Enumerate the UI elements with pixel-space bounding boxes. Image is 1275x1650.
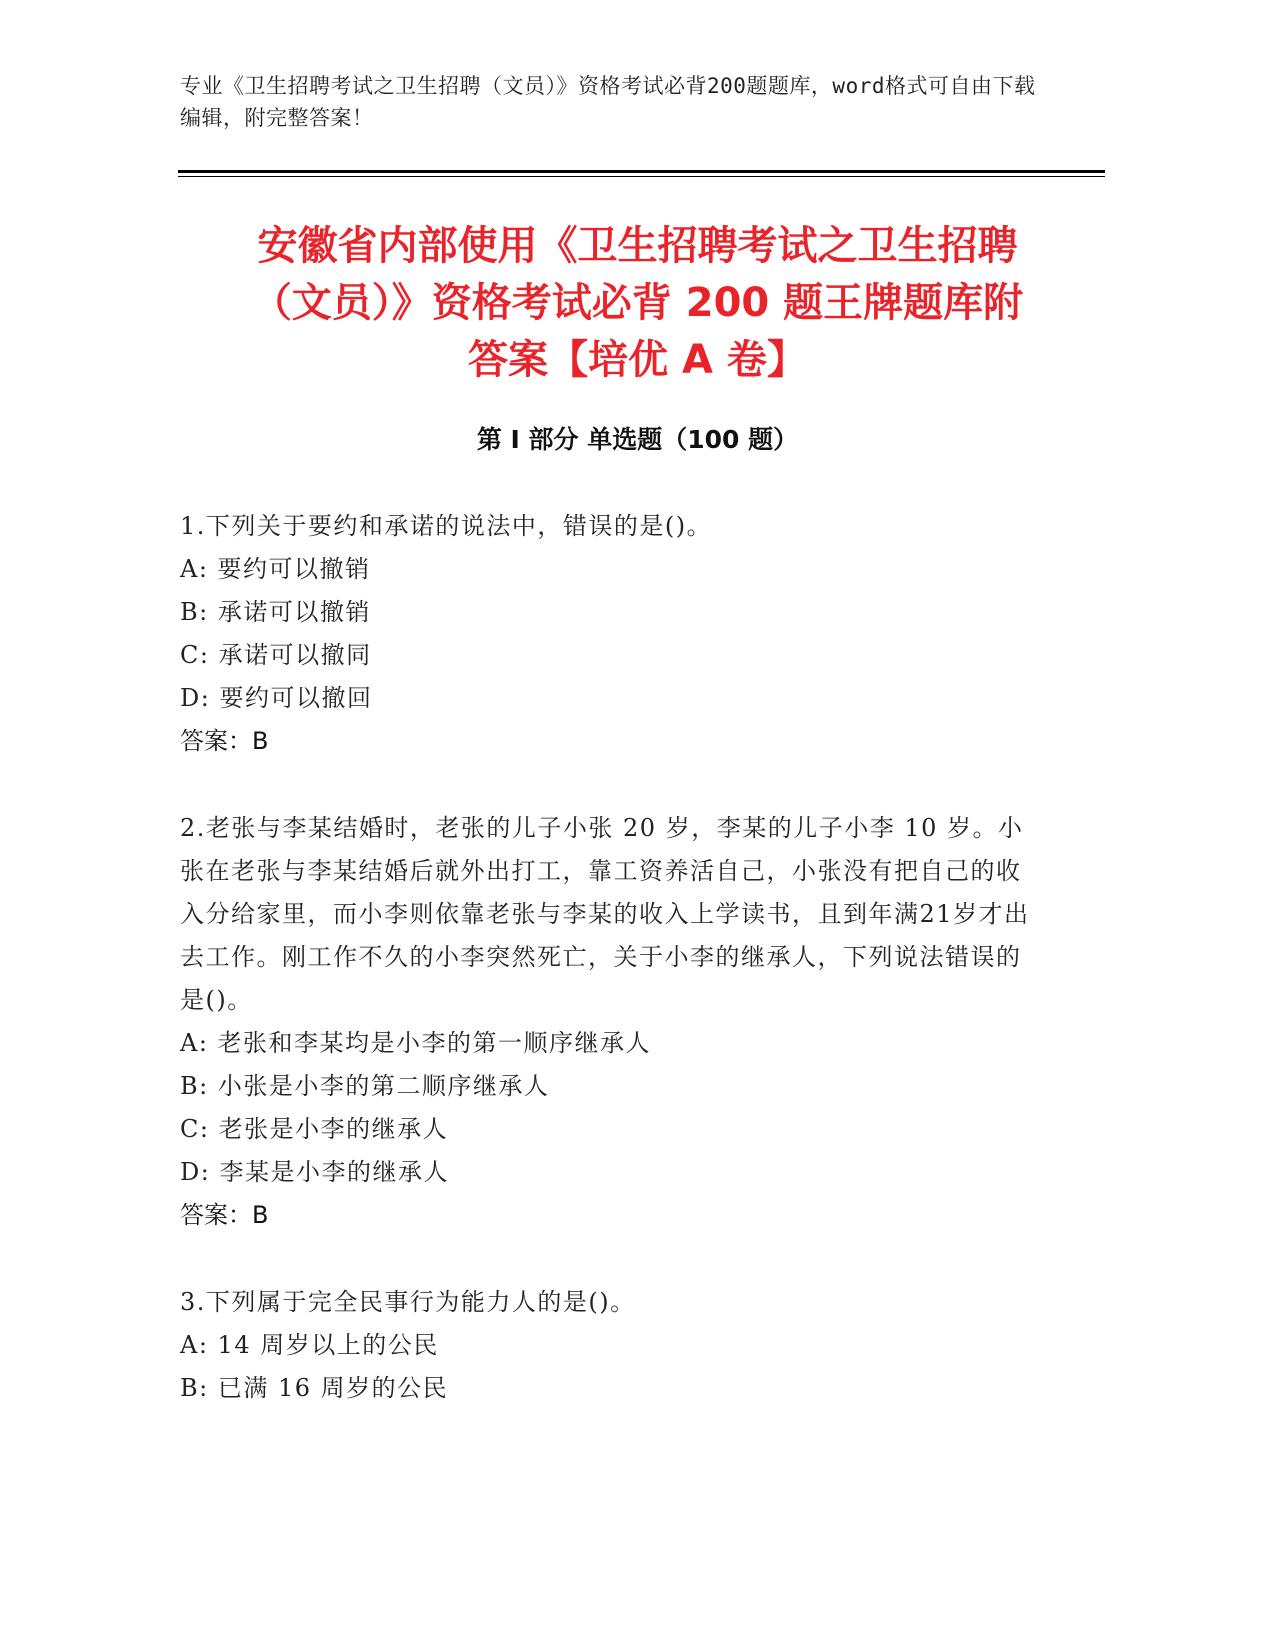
question-option: D: 要约可以撤回 — [180, 684, 373, 712]
question-item — [180, 807, 1040, 1237]
question-answer: 答案：B — [180, 727, 269, 755]
document-title-line: （文员）》资格考试必背 200 题王牌题库附 — [251, 280, 1024, 326]
question-item — [180, 505, 1040, 763]
question-option: A: 老张和李某均是小李的第一顺序继承人 — [180, 1029, 652, 1057]
question-option: B: 已满 16 周岁的公民 — [180, 1374, 449, 1402]
header-note: 专业《卫生招聘考试之卫生招聘（文员）》资格考试必背200题题库，word格式可自由下载编辑，附完整答案！ — [180, 74, 1036, 130]
question-option: A: 要约可以撤销 — [180, 555, 371, 583]
question-stem: 1.下列关于要约和承诺的说法中，错误的是()。 — [180, 512, 713, 540]
question-item — [180, 1281, 1040, 1410]
question-answer: 答案：B — [180, 1201, 269, 1229]
question-list — [180, 505, 1040, 1454]
question-option: C: 承诺可以撤同 — [180, 641, 372, 669]
section-title: 第 I 部分 单选题（100 题） — [476, 425, 799, 454]
question-stem: 3.下列属于完全民事行为能力人的是()。 — [180, 1288, 636, 1316]
document-title — [160, 218, 1115, 389]
question-option: B: 小张是小李的第二顺序继承人 — [180, 1072, 550, 1100]
question-option: C: 老张是小李的继承人 — [180, 1115, 449, 1143]
header-divider-thick — [178, 170, 1105, 173]
header-divider-thin — [178, 176, 1105, 177]
question-option: D: 李某是小李的继承人 — [180, 1158, 449, 1186]
document-title-line: 安徽省内部使用《卫生招聘考试之卫生招聘 — [257, 223, 1018, 269]
question-stem: 2.老张与李某结婚时，老张的儿子小张 20 岁，李某的儿子小李 10 岁。小张在老张与李某结婚后就外出打工，靠工资养活自己，小张没有把自己的收入分给家里，而小李则依靠老张与李某的收入上学读书，且到年满21岁才出去工作。刚工作不久的小李突然死亡，关于小李的继承人，下列说法错误的是()。 — [180, 814, 1030, 1014]
document-title-line: 答案【培优 A 卷】 — [468, 337, 807, 383]
question-option: A: 14 周岁以上的公民 — [180, 1331, 439, 1359]
question-option: B: 承诺可以撤销 — [180, 598, 371, 626]
